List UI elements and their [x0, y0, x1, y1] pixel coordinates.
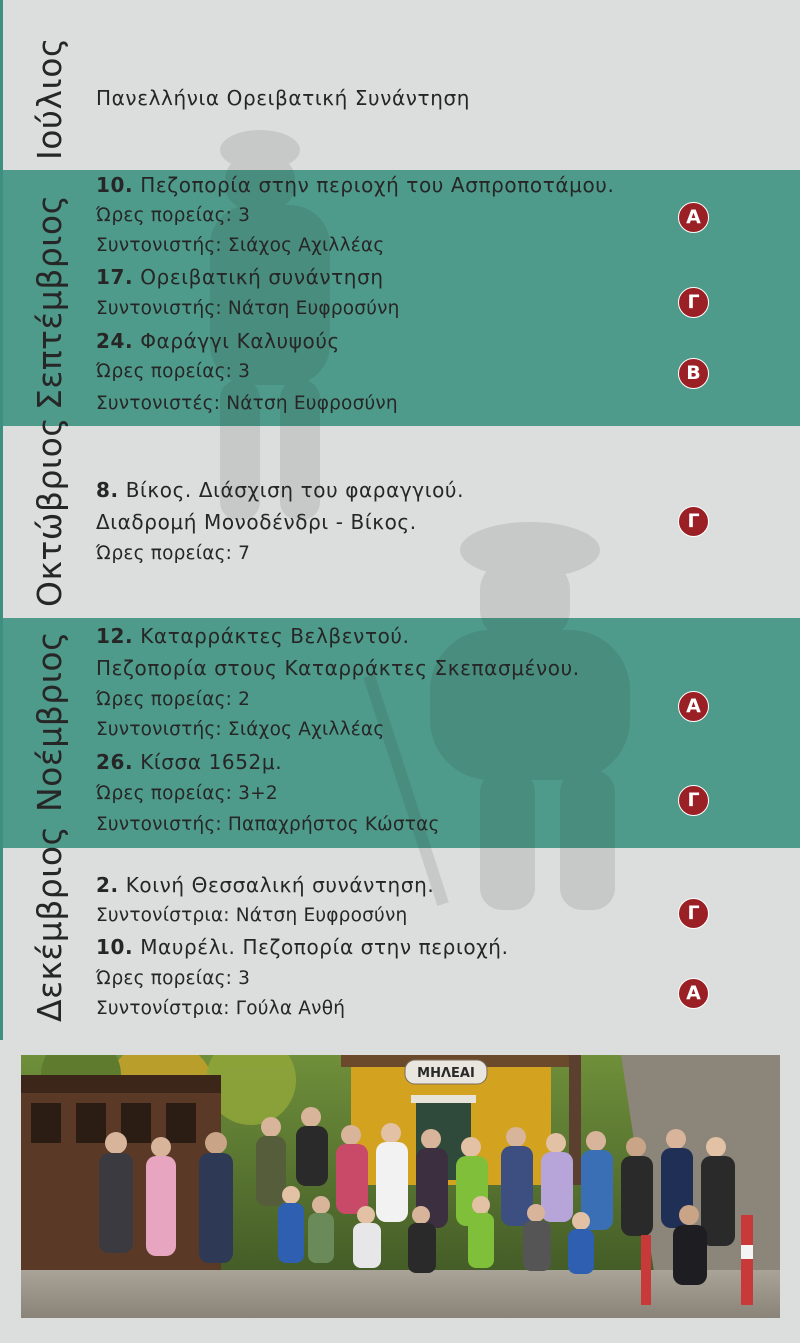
event-detail: Πεζοπορία στους Καταρράκτες Σκεπασμένου.: [96, 656, 580, 680]
difficulty-badge: Γ: [678, 506, 709, 537]
event-day: 2.: [96, 873, 119, 897]
event-detail: Συντονιστής: Νάτση Ευφροσύνη: [96, 298, 400, 319]
month-label-november: Νοέμβριος: [30, 631, 69, 812]
event-detail: Συντονίστρια: Γούλα Ανθή: [96, 998, 346, 1019]
event-detail: Ώρες πορείας: 3: [96, 205, 251, 226]
event-day: 26.: [96, 750, 134, 774]
event-text: Κίσσα 1652μ.: [140, 750, 283, 774]
event-title: [96, 173, 614, 197]
event-text: Βίκος. Διάσχιση του φαραγγιού.: [125, 478, 465, 502]
event-detail: Συντονιστής: Σιάχος Αχιλλέας: [96, 719, 385, 740]
event-title: [96, 329, 340, 353]
event-detail: Ώρες πορείας: 2: [96, 689, 251, 710]
event-detail: Ώρες πορείας: 7: [96, 543, 251, 564]
month-label-september: Σεπτέμβριος: [30, 194, 69, 410]
event-text: Πανελλήνια Ορειβατική Συνάντηση: [96, 86, 471, 110]
event-text: Καταρράκτες Βελβεντού.: [140, 624, 410, 648]
event-day: 10.: [96, 173, 134, 197]
event-text: Πεζοπορία στην περιοχή του Ασπροποτάμου.: [140, 173, 615, 197]
event-detail: Διαδρομή Μονοδένδρι - Βίκος.: [96, 510, 417, 534]
event-day: 12.: [96, 624, 134, 648]
event-text: Κοινή Θεσσαλική συνάντηση.: [125, 873, 435, 897]
difficulty-badge: Α: [678, 691, 709, 722]
difficulty-badge: Γ: [678, 785, 709, 816]
month-label-october: Οκτώβριος: [30, 416, 69, 607]
difficulty-badge: Β: [678, 358, 709, 389]
event-detail: Ώρες πορείας: 3: [96, 968, 251, 989]
difficulty-badge: Α: [678, 202, 709, 233]
difficulty-badge: Α: [678, 978, 709, 1009]
left-edge-accent: [0, 0, 3, 1040]
difficulty-badge: Γ: [678, 287, 709, 318]
difficulty-badge: Γ: [678, 898, 709, 929]
event-title: [96, 873, 434, 897]
event-detail: Συντονιστής: Παπαχρήστος Κώστας: [96, 814, 440, 835]
event-day: 17.: [96, 265, 134, 289]
event-day: 10.: [96, 935, 134, 959]
event-detail: Συντονιστές: Νάτση Ευφροσύνη: [96, 393, 398, 414]
event-text: Ορειβατική συνάντηση: [140, 265, 384, 289]
event-day: 8.: [96, 478, 119, 502]
month-label-july: Ιούλιος: [30, 37, 69, 160]
month-label-december: Δεκέμβριος: [30, 825, 69, 1022]
station-sign: ΜΗΛΕΑΙ: [417, 1066, 475, 1081]
event-title: [96, 86, 470, 110]
event-title: [96, 935, 509, 959]
event-day: 24.: [96, 329, 134, 353]
event-detail: Ώρες πορείας: 3: [96, 361, 251, 382]
event-text: Φαράγγι Καλυψούς: [140, 329, 340, 353]
event-title: [96, 265, 384, 289]
event-title: [96, 478, 464, 502]
group-photo: [21, 1055, 780, 1318]
event-text: Μαυρέλι. Πεζοπορία στην περιοχή.: [140, 935, 509, 959]
event-title: [96, 750, 282, 774]
event-title: [96, 624, 410, 648]
event-detail: Συντονιστής: Σιάχος Αχιλλέας: [96, 235, 385, 256]
event-detail: Ώρες πορείας: 3+2: [96, 783, 278, 804]
event-detail: Συντονίστρια: Νάτση Ευφροσύνη: [96, 905, 408, 926]
